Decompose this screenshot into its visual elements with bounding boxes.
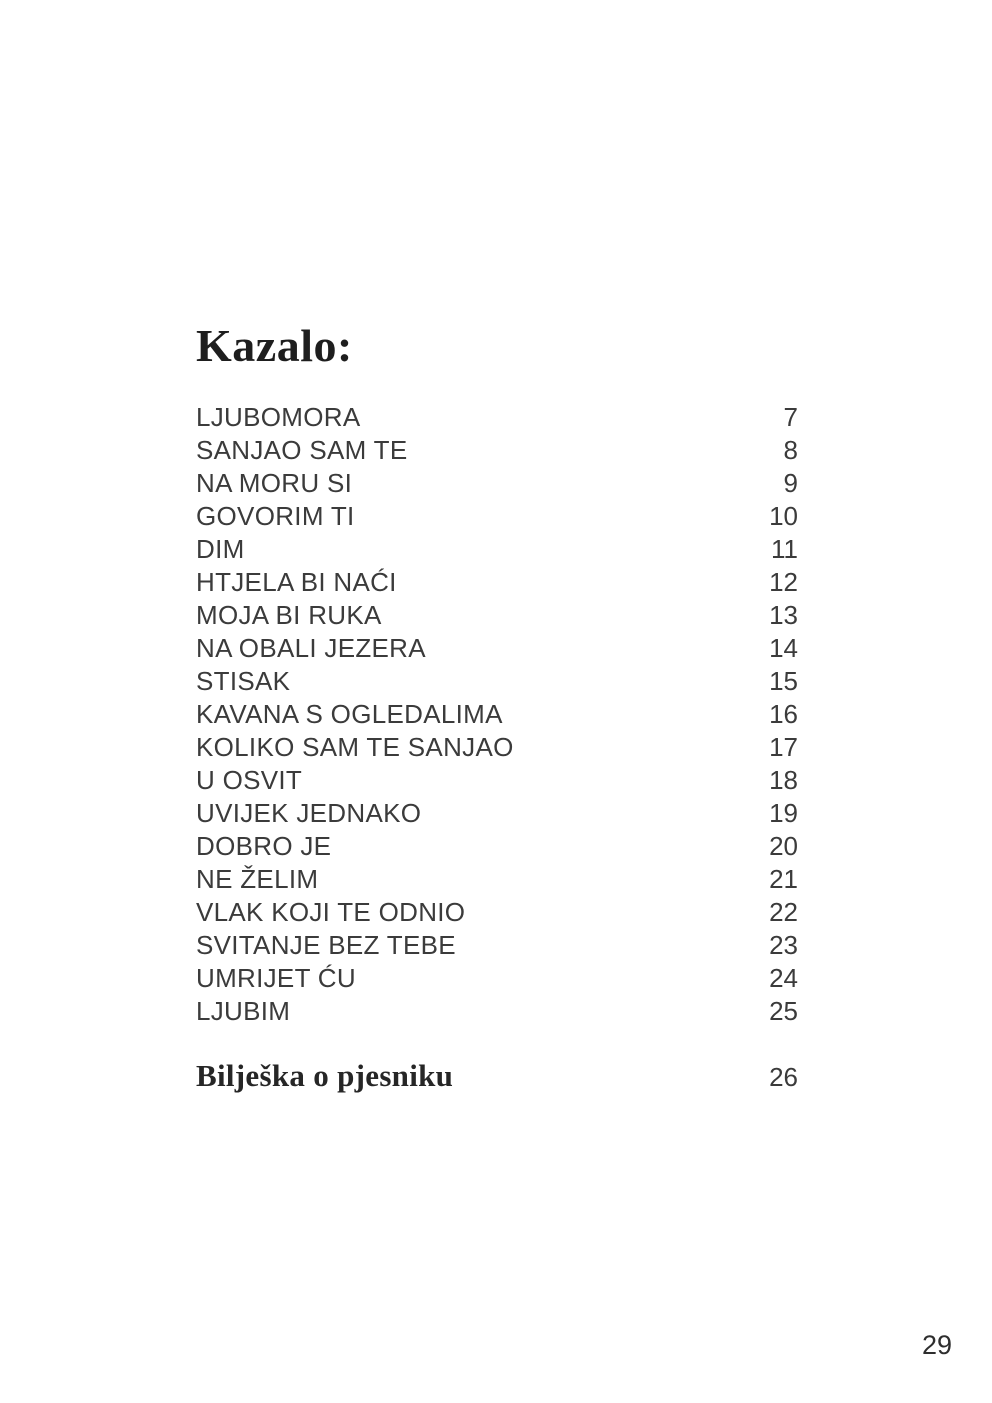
toc-entry bbox=[196, 764, 798, 797]
toc-entry-title: VLAK KOJI TE ODNIO bbox=[196, 896, 466, 927]
toc-entry bbox=[196, 962, 798, 995]
note-entry-title: Bilješka o pjesniku bbox=[196, 1057, 454, 1093]
toc-entry-title: MOJA BI RUKA bbox=[196, 599, 382, 630]
toc-entry bbox=[196, 731, 798, 764]
toc-entry-title: U OSVIT bbox=[196, 764, 303, 795]
toc-entry bbox=[196, 632, 798, 665]
toc-entry-title: LJUBIM bbox=[196, 995, 291, 1026]
toc-entry-page-number: 13 bbox=[769, 599, 798, 630]
toc-entry-page-number: 17 bbox=[769, 731, 798, 762]
toc-entry-page-number: 22 bbox=[769, 896, 798, 927]
toc-entry-title: GOVORIM TI bbox=[196, 500, 355, 531]
note-entry bbox=[196, 1058, 798, 1094]
toc-entry bbox=[196, 533, 798, 566]
toc-entry bbox=[196, 665, 798, 698]
page-number: 29 bbox=[921, 1330, 952, 1360]
toc-list bbox=[196, 401, 798, 1028]
toc-entry-title: LJUBOMORA bbox=[196, 401, 361, 432]
toc-entry-title: SVITANJE BEZ TEBE bbox=[196, 929, 456, 960]
toc-entry bbox=[196, 995, 798, 1028]
toc-entry bbox=[196, 401, 798, 434]
toc-entry-page-number: 7 bbox=[783, 401, 798, 432]
toc-content bbox=[196, 320, 798, 1094]
toc-entry bbox=[196, 467, 798, 500]
toc-entry-title: NA OBALI JEZERA bbox=[196, 632, 426, 663]
toc-entry-page-number: 20 bbox=[769, 830, 798, 861]
toc-entry bbox=[196, 698, 798, 731]
toc-entry-page-number: 24 bbox=[769, 962, 798, 993]
toc-entry-title: DOBRO JE bbox=[196, 830, 332, 861]
toc-entry-page-number: 11 bbox=[771, 533, 798, 564]
toc-entry-page-number: 25 bbox=[769, 995, 798, 1026]
page-title: Kazalo: bbox=[196, 320, 353, 371]
toc-entry-title: NA MORU SI bbox=[196, 467, 353, 498]
toc-entry-page-number: 21 bbox=[769, 863, 798, 894]
toc-entry-page-number: 9 bbox=[783, 467, 798, 498]
toc-entry bbox=[196, 566, 798, 599]
toc-entry bbox=[196, 830, 798, 863]
toc-entry-title: UVIJEK JEDNAKO bbox=[196, 797, 422, 828]
toc-entry-page-number: 23 bbox=[769, 929, 798, 960]
toc-entry-title: KOLIKO SAM TE SANJAO bbox=[196, 731, 514, 762]
toc-entry bbox=[196, 863, 798, 896]
toc-entry-page-number: 10 bbox=[769, 500, 798, 531]
toc-entry-page-number: 15 bbox=[769, 665, 798, 696]
toc-entry-title: UMRIJET ĆU bbox=[196, 962, 356, 993]
toc-entry bbox=[196, 797, 798, 830]
toc-entry-page-number: 16 bbox=[769, 698, 798, 729]
toc-entry-page-number: 12 bbox=[769, 566, 798, 597]
toc-entry bbox=[196, 929, 798, 962]
toc-entry bbox=[196, 599, 798, 632]
toc-entry-title: STISAK bbox=[196, 665, 291, 696]
toc-entry-page-number: 19 bbox=[769, 797, 798, 828]
toc-entry-title: HTJELA BI NAĆI bbox=[196, 566, 397, 597]
note-entry-page-number: 26 bbox=[769, 1061, 798, 1092]
toc-entry-title: DIM bbox=[196, 533, 245, 564]
toc-entry-title: KAVANA S OGLEDALIMA bbox=[196, 698, 503, 729]
toc-entry-page-number: 18 bbox=[769, 764, 798, 795]
toc-entry bbox=[196, 500, 798, 533]
toc-entry bbox=[196, 896, 798, 929]
toc-entry-page-number: 14 bbox=[769, 632, 798, 663]
toc-entry-title: NE ŽELIM bbox=[196, 863, 319, 894]
toc-entry bbox=[196, 434, 798, 467]
toc-entry-title: SANJAO SAM TE bbox=[196, 434, 408, 465]
toc-entry-page-number: 8 bbox=[783, 434, 798, 465]
